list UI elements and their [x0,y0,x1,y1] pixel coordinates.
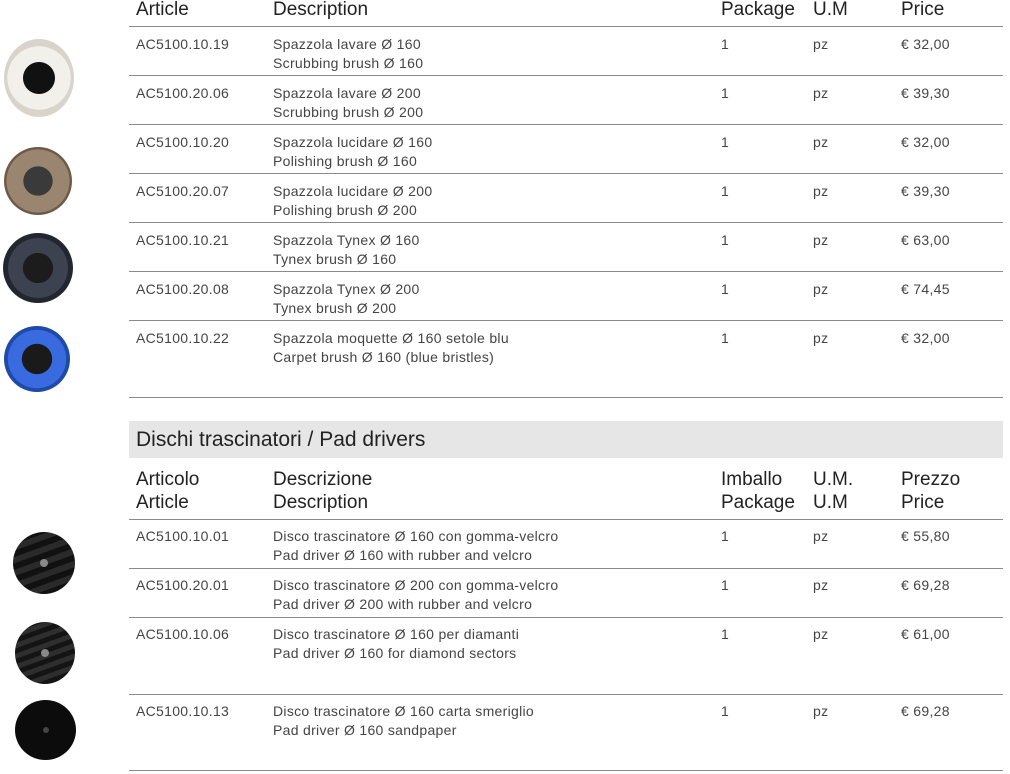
package-qty: 1 [721,626,730,642]
price: € 74,45 [901,281,950,297]
header-description-en: Description [273,492,369,513]
unit: pz [813,330,829,346]
description-it: Spazzola lavare Ø 200 [273,85,421,101]
description-cell [273,329,509,367]
description-en: Tynex brush Ø 160 [273,251,397,267]
article-code: AC5100.10.21 [136,232,230,248]
header-description: Description [273,0,369,20]
header-price-en: Price [901,492,945,513]
center-hole-icon [41,649,49,657]
header-price-it: Prezzo [901,469,961,490]
description-it: Spazzola lucidare Ø 160 [273,134,433,150]
header-um-en: U.M [813,492,848,513]
package-qty: 1 [721,528,730,544]
package-qty: 1 [721,281,730,297]
unit: pz [813,528,829,544]
article-code: AC5100.10.01 [136,528,230,544]
description-cell [273,182,432,220]
description-cell [273,576,558,614]
header-article-en: Article [136,492,189,513]
unit: pz [813,134,829,150]
description-en: Pad driver Ø 160 for diamond sectors [273,645,517,661]
table-row [129,618,1003,695]
carpet-brush-image [4,326,70,392]
description-it: Disco trascinatore Ø 200 con gomma-velcro [273,577,559,593]
package-qty: 1 [721,85,730,101]
center-hole-icon [43,727,49,733]
price: € 63,00 [901,232,950,248]
description-it: Disco trascinatore Ø 160 con gomma-velcro [273,528,559,544]
pad-drivers-table [129,466,1003,771]
pad-drivers-table-header [129,466,1003,520]
description-it: Spazzola lucidare Ø 200 [273,183,433,199]
description-it: Spazzola Tynex Ø 160 [273,232,420,248]
table-row [129,27,1003,76]
description-it: Disco trascinatore Ø 160 carta smeriglio [273,703,534,719]
price: € 32,00 [901,36,950,52]
description-it: Spazzola Tynex Ø 200 [273,281,420,297]
description-en: Carpet brush Ø 160 (blue bristles) [273,349,495,365]
article-code: AC5100.10.13 [136,703,230,719]
pad-driver-160-image [13,532,75,594]
price: € 32,00 [901,330,950,346]
table-row [129,174,1003,223]
unit: pz [813,281,829,297]
table-row [129,569,1003,618]
brushes-table [129,0,1003,398]
unit: pz [813,626,829,642]
description-it: Spazzola lavare Ø 160 [273,36,421,52]
header-price: Price [901,0,945,20]
unit: pz [813,183,829,199]
article-code: AC5100.10.22 [136,330,230,346]
article-code: AC5100.10.20 [136,134,230,150]
price: € 69,28 [901,577,950,593]
header-um: U.M [813,0,848,20]
table-row [129,520,1003,569]
pad-driver-diamond-image [15,622,75,684]
header-um-it: U.M. [813,469,854,490]
scrubbing-brush-image [4,39,74,117]
package-qty: 1 [721,36,730,52]
description-en: Polishing brush Ø 160 [273,153,418,169]
header-package: Package [721,0,795,20]
table-row [129,695,1003,771]
article-code: AC5100.20.07 [136,183,230,199]
description-en: Polishing brush Ø 200 [273,202,418,218]
section-title-pad-drivers [129,421,1003,458]
description-cell [273,625,519,663]
table-row [129,125,1003,174]
header-article-it: Articolo [136,469,200,490]
description-en: Pad driver Ø 200 with rubber and velcro [273,596,533,612]
description-cell [273,84,423,122]
article-code: AC5100.10.06 [136,626,230,642]
section-title-text: Dischi trascinatori / Pad drivers [136,428,426,451]
package-qty: 1 [721,232,730,248]
brushes-table-header [129,0,1003,27]
center-hole-icon [40,559,48,567]
package-qty: 1 [721,183,730,199]
price: € 55,80 [901,528,950,544]
price: € 39,30 [901,85,950,101]
description-en: Tynex brush Ø 200 [273,300,397,316]
description-cell [273,133,432,171]
price: € 39,30 [901,183,950,199]
tynex-brush-image [3,233,73,303]
description-cell [273,35,423,73]
description-cell [273,527,558,565]
package-qty: 1 [721,703,730,719]
description-en: Pad driver Ø 160 sandpaper [273,722,457,738]
description-cell [273,702,534,740]
price: € 69,28 [901,703,950,719]
unit: pz [813,36,829,52]
description-cell [273,280,420,318]
table-row [129,321,1003,398]
polishing-brush-image [4,147,72,215]
description-en: Scrubbing brush Ø 200 [273,104,424,120]
unit: pz [813,232,829,248]
package-qty: 1 [721,330,730,346]
unit: pz [813,703,829,719]
description-it: Spazzola moquette Ø 160 setole blu [273,330,509,346]
pad-driver-sandpaper-image [15,700,76,760]
table-row [129,76,1003,125]
description-en: Scrubbing brush Ø 160 [273,55,424,71]
unit: pz [813,577,829,593]
table-row [129,272,1003,321]
package-qty: 1 [721,134,730,150]
article-code: AC5100.20.08 [136,281,230,297]
header-package-en: Package [721,492,795,513]
price: € 61,00 [901,626,950,642]
description-it: Disco trascinatore Ø 160 per diamanti [273,626,520,642]
article-code: AC5100.10.19 [136,36,230,52]
description-en: Pad driver Ø 160 with rubber and velcro [273,547,533,563]
header-package-it: Imballo [721,469,783,490]
table-row [129,223,1003,272]
price: € 32,00 [901,134,950,150]
article-code: AC5100.20.06 [136,85,230,101]
header-article: Article [136,0,189,20]
description-cell [273,231,420,269]
package-qty: 1 [721,577,730,593]
article-code: AC5100.20.01 [136,577,230,593]
unit: pz [813,85,829,101]
header-description-it: Descrizione [273,469,373,490]
